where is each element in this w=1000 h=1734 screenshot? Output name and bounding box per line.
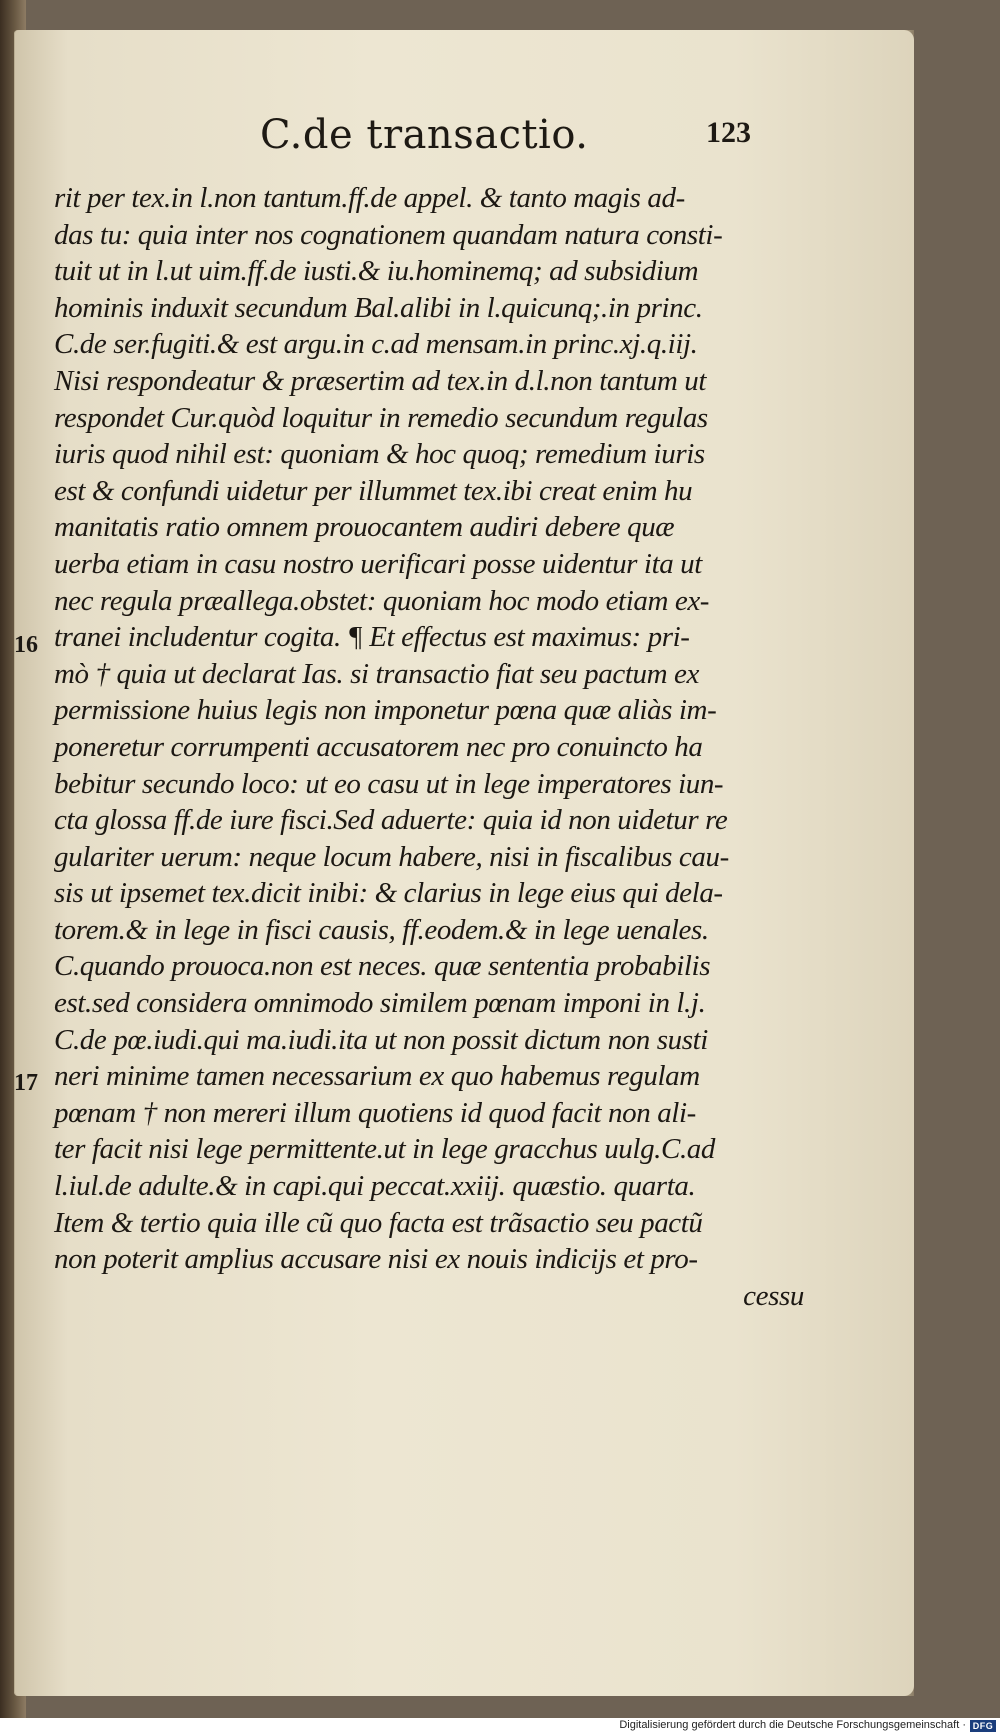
text-line: cta glossa ff.de iure fisci.Sed aduerte: quia id non uidetur re	[54, 804, 728, 837]
text-line: ter facit nisi lege permittente.ut in lege gracchus uulg.C.ad	[54, 1133, 716, 1166]
text-line: hominis induxit secundum Bal.alibi in l.quicunq;.in princ.	[54, 291, 703, 324]
text-line: permissione huius legis non imponetur pœna quæ aliàs im-	[54, 694, 717, 727]
text-lines	[54, 180, 814, 1314]
text-line: non poterit amplius accusare nisi ex nouis indicijs et pro-	[54, 1243, 698, 1276]
text-line: nec regula præallega.obstet: quoniam hoc modo etiam ex-	[54, 584, 710, 617]
text-line: l.iul.de adulte.& in capi.qui peccat.xxiij. quæstio. quarta.	[54, 1170, 696, 1203]
text-line: est.sed considera omnimodo similem pœnam imponi in l.j.	[54, 987, 706, 1020]
text-line: das tu: quia inter nos cognationem quandam natura consti-	[54, 218, 723, 251]
text-line: uerba etiam in casu nostro uerificari posse uidentur ita ut	[54, 547, 702, 580]
text-line: mò † quia ut declarat Ias. si transactio fiat seu pactum ex	[54, 657, 699, 690]
text-line: C.de pœ.iudi.qui ma.iudi.ita ut non possit dictum non susti	[54, 1023, 708, 1056]
text-line: poneretur corrumpenti accusatorem nec pro conuincto ha	[54, 730, 703, 763]
text-line: neri minime tamen necessarium ex quo habemus regulam	[54, 1060, 700, 1093]
text-line: respondet Cur.quòd loquitur in remedio secundum regulas	[54, 401, 708, 434]
margin-note-number: 16	[14, 632, 38, 658]
dfg-logo-icon: DFG	[970, 1720, 996, 1732]
text-line: torem.& in lege in fisci causis, ff.eodem.& in lege uenales.	[54, 913, 709, 946]
text-line: est & confundi uidetur per illummet tex.ibi creat enim hu	[54, 474, 693, 507]
text-line: bebitur secundo loco: ut eo casu ut in lege imperatores iun-	[54, 767, 724, 800]
footer-credit: Digitalisierung gefördert durch die Deutsche Forschungsgemeinschaft ·	[619, 1719, 966, 1731]
folio-number: 123	[706, 116, 751, 149]
text-line: rit per tex.in l.non tantum.ff.de appel. & tanto magis ad-	[54, 182, 685, 214]
text-line: manitatis ratio omnem prouocantem audiri debere quæ	[54, 511, 675, 544]
text-line: iuris quod nihil est: quoniam & hoc quoq; remedium iuris	[54, 438, 705, 471]
text-line: sis ut ipsemet tex.dicit inibi: & clarius in lege eius qui dela-	[54, 877, 723, 910]
text-line: Nisi respondeatur & præsertim ad tex.in d.l.non tantum ut	[54, 364, 706, 397]
text-line: cessu	[743, 1279, 804, 1312]
text-line: pœnam † non mereri illum quotiens id quod facit non ali-	[54, 1096, 696, 1129]
text-line: C.quando prouoca.non est neces. quæ sententia probabilis	[54, 950, 711, 983]
digitization-footer	[0, 1718, 1000, 1734]
text-line: tranei includentur cogita. ¶ Et effectus est maximus: pri-	[54, 621, 690, 654]
text-line: gulariter uerum: neque locum habere, nisi in fiscalibus cau-	[54, 840, 729, 873]
text-line: C.de ser.fugiti.& est argu.in c.ad mensam.in princ.xj.q.iij.	[54, 328, 698, 361]
page-header	[14, 112, 874, 172]
text-line: tuit ut in l.ut uim.ff.de iusti.& iu.hominemq; ad subsidium	[54, 255, 699, 288]
text-line: Item & tertio quia ille cũ quo facta est trãsactio seu pactũ	[54, 1206, 703, 1239]
margin-note-number: 17	[14, 1070, 38, 1096]
book-page	[14, 30, 914, 1696]
running-title: C.de transactio.	[260, 112, 589, 158]
